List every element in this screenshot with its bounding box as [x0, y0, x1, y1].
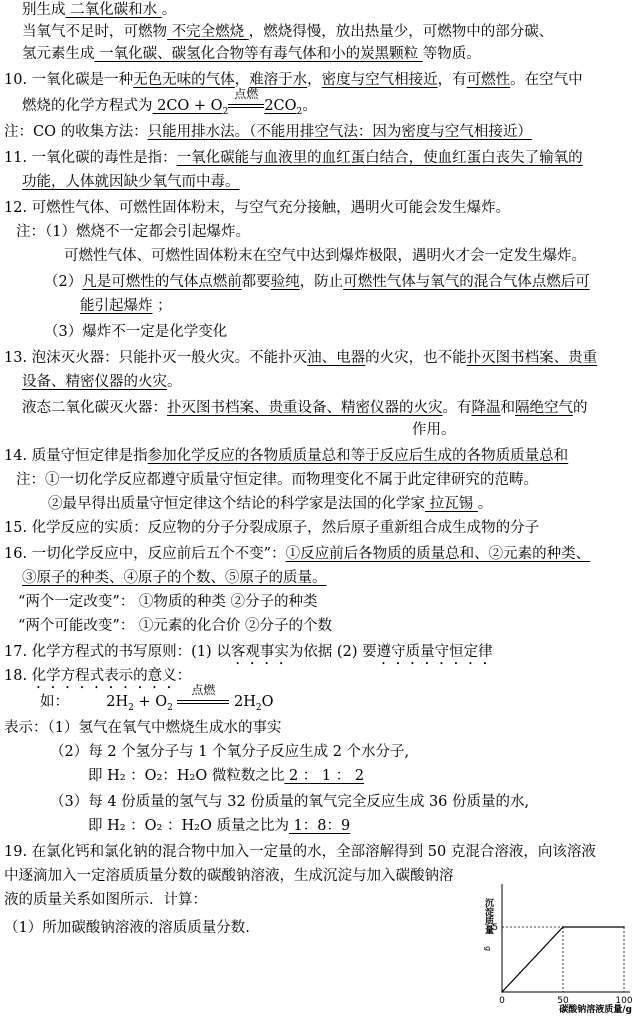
text-segment: 14. 质量守恒定律是指 — [4, 448, 148, 464]
answer-blank: 可燃性气体与氧气的混合气体点燃后可 — [343, 274, 590, 290]
line-8 — [22, 172, 240, 192]
text-segment: ，燃烧得慢，放出热量少，可燃物中的部分碳、 — [248, 24, 554, 40]
reaction-condition — [228, 87, 264, 116]
text-segment: 即 H₂ ：O₂ ：H₂O 质量之比为 — [88, 818, 289, 834]
subscript: 2 — [296, 106, 303, 117]
line-24 — [22, 568, 327, 588]
text-segment: 。 — [302, 98, 317, 114]
answer-blank: 功能，人体就因缺少氧气而中毒。 — [22, 174, 240, 190]
y-axis-unit: g — [483, 946, 493, 952]
text-segment: 注：CO 的收集方法： — [4, 124, 148, 140]
answer-blank: 密度与空气相接近 — [401, 124, 518, 140]
answer-blank: 油、电器 — [307, 350, 366, 366]
text-segment: ： — [176, 668, 192, 684]
equation-plus: + O — [133, 694, 168, 710]
answer-blank: 降温 — [471, 400, 501, 416]
answer-blank: 凡是可燃性的气体点燃前 — [82, 274, 242, 290]
line-16 — [22, 372, 182, 392]
subscript: 2 — [255, 702, 262, 713]
answer-blank: ③原子的种类、④原子的个数、⑤原子的质量。 — [22, 570, 327, 586]
answer-blank: 一氧化碳、碳氢化合物等有毒气体和小的炭黑颗粒 — [94, 46, 423, 62]
answer-blank: 可燃性 — [466, 72, 511, 88]
emphasis-text: 客观事实 — [230, 644, 289, 660]
line-30: 表示：（1）氢气在氧气中燃烧生成水的事实 — [4, 720, 282, 736]
line-32 — [88, 766, 364, 786]
answer-blank: 一氧化碳能与血液里的血红蛋白结合，使血红蛋白丧失了输氧的 — [176, 150, 583, 166]
line-19 — [4, 446, 568, 466]
y-axis-label: 沉淀质量 — [483, 898, 493, 934]
answer-blank: 不完全燃烧 — [167, 24, 249, 40]
line-7 — [4, 148, 583, 168]
line-29 — [40, 683, 274, 718]
line-11: 可燃性气体、可燃性固体粉末在空气中达到爆炸极限，遇明火才会一定发生爆炸。 — [64, 248, 586, 264]
equation-left: 2H — [106, 694, 129, 710]
answer-blank: 只能用排水法 — [147, 124, 235, 140]
line-21 — [48, 494, 492, 514]
line-2 — [22, 22, 553, 42]
text-segment: 如： — [40, 694, 69, 710]
data-point — [562, 926, 564, 928]
line-6 — [4, 122, 532, 142]
answer-blank: 隔绝空气 — [515, 400, 573, 416]
data-point — [623, 926, 625, 928]
answer-blank: 2 ： 1 ： 2 — [284, 768, 365, 784]
text-segment: ②最早得出质量守恒定律这个结论的科学家是法国的化学家 — [48, 496, 425, 512]
equation-right: 2H — [234, 694, 256, 710]
condition-label: 点燃 — [234, 87, 259, 101]
text-segment: 当氧气不足时，可燃物 — [22, 24, 167, 40]
line-38: （1）所加碳酸钠溶液的溶质质量分数. — [4, 920, 250, 936]
line-10: 注：（1）燃烧不一定都会引起爆炸。 — [16, 224, 250, 240]
line-1 — [22, 0, 176, 20]
x-tick-label: 100 — [615, 996, 633, 1006]
text-segment: 16. 一切化学反应中，反应前后五个不变”： — [4, 546, 286, 562]
equation-left: 2CO + O — [157, 98, 223, 114]
text-segment: 别生成 — [22, 2, 66, 18]
equals-bar — [228, 104, 264, 108]
answer-blank: 参加化学反应的各物质质量总和等于反应后生成的各物质质量总和 — [147, 448, 569, 464]
text-segment: ，防止 — [299, 274, 344, 290]
line-31: （2）每 2 个氢分子与 1 个氧分子反应生成 2 个水分子, — [50, 744, 410, 760]
text-segment: ， — [234, 72, 250, 88]
text-segment: 和 — [500, 400, 515, 416]
x-tick-label: 0 — [499, 996, 505, 1006]
text-segment: 。在空气中 — [510, 72, 583, 88]
answer-blank: 拉瓦锡 — [425, 496, 478, 512]
equation-right: O — [261, 694, 274, 710]
line-37: 液的质量关系如图所示．计算： — [4, 892, 207, 908]
chart-axes — [502, 884, 630, 992]
answer-blank: 难溶于水 — [249, 72, 308, 88]
text-segment: 的 — [573, 400, 588, 416]
line-4 — [4, 70, 583, 90]
text-segment: 。 — [167, 374, 182, 390]
text-segment: 。（不能用排空气法：因为 — [234, 124, 402, 140]
line-5 — [22, 87, 317, 122]
answer-blank: 能引起爆炸 — [80, 298, 153, 314]
line-22: 15. 化学反应的实质：反应物的分子分裂成原子，然后原子重新组合成生成物的分子 — [4, 520, 540, 536]
text-segment: 10. 一氧化碳是一种 — [4, 72, 134, 88]
line-17 — [22, 398, 588, 418]
line-36: 中逐滴加入一定溶质质量分数的碳酸钠溶液，生成沉淀与加入碳酸钠溶 — [4, 868, 454, 884]
text-segment: 液态二氧化碳灭火器： — [22, 400, 167, 416]
text-segment: 的火灾，也不能 — [365, 350, 467, 366]
text-segment: （2） — [44, 274, 83, 290]
line-35: 19. 在氯化钙和氯化钠的混合物中加入一定量的水，全部溶解得到 50 克混合溶液，向该溶液 — [4, 844, 596, 860]
line-12 — [44, 272, 590, 292]
text-segment: 13. 泡沫灭火器：只能扑灭一般火灾。不能扑灭 — [4, 350, 308, 366]
text-segment: 氢元素生成 — [22, 46, 95, 62]
answer-blank: 无色无味的气体 — [133, 72, 235, 88]
reaction-condition — [177, 683, 229, 712]
text-segment: 为依据 (2) 要 — [288, 644, 377, 660]
answer-blank: 密度与空气相接近 — [321, 72, 438, 88]
equals-bar — [177, 700, 229, 704]
equation — [153, 87, 303, 117]
text-segment: 燃烧的化学方程式为 — [22, 98, 153, 114]
text-segment: 。 — [161, 2, 177, 18]
precipitate-chart — [480, 880, 636, 1014]
line-20: 注：①一切化学反应都遵守质量守恒定律。而物理变化不属于此定律研究的范畴。 — [16, 472, 538, 488]
condition-label: 点燃 — [191, 683, 216, 697]
line-25: “两个一定改变”： ①物质的种类 ②分子的种类 — [18, 594, 318, 610]
answer-blank: 1：8：9 — [288, 818, 351, 834]
y-tick-label: 5 — [492, 923, 498, 933]
line-14: （3）爆炸不一定是化学变化 — [44, 324, 228, 340]
equation-right: 2CO — [264, 98, 297, 114]
text-segment: 都要 — [241, 274, 271, 290]
line-3 — [22, 44, 481, 64]
chart-text — [483, 897, 633, 1014]
x-tick-label: 50 — [557, 996, 569, 1006]
line-33: （3）每 4 份质量的氢气与 32 份质量的氧气完全反应生成 36 份质量的水, — [50, 794, 530, 810]
emphasis-text: 化学方程式表示的意义 — [31, 668, 177, 684]
answer-blank: 验纯 — [270, 274, 300, 290]
data-point — [501, 991, 503, 993]
text-segment: 18. — [4, 668, 32, 684]
text-segment: 17. 化学方程式的书写原则：(1) 以 — [4, 644, 231, 660]
answer-blank: 扑灭图书档案、贵重 — [466, 350, 598, 366]
line-9: 12. 可燃性气体、可燃性固体粉末，与空气充分接触，遇明火可能会发生爆炸。 — [4, 200, 511, 216]
text-segment: ； — [152, 298, 172, 314]
text-segment: ，有 — [437, 72, 467, 88]
line-28 — [4, 666, 191, 692]
answer-blank: 二氧化碳和水 — [65, 2, 162, 18]
line-27 — [4, 642, 493, 668]
line-23 — [4, 544, 590, 564]
line-13 — [80, 296, 172, 316]
answer-blank: 扑灭图书档案、贵重设备、精密仪器的火灾 — [167, 400, 443, 416]
line-18: 作用。 — [412, 422, 456, 438]
emphasis-text: 遵守质量守恒定律 — [376, 644, 493, 660]
text-segment: ， — [307, 72, 322, 88]
text-segment: 11. 一氧化碳的毒性是指： — [4, 150, 177, 166]
text-segment: 。有 — [442, 400, 472, 416]
line-26: “两个可能改变”： ①元素的化合价 ②分子的个数 — [18, 618, 333, 634]
answer-blank: ①反应前后各物质的质量总和、②元素的种类、 — [285, 546, 591, 562]
line-15 — [4, 348, 597, 368]
text-segment: 。 — [477, 496, 493, 512]
line-34 — [88, 816, 350, 836]
text-segment: 即 H₂ ：O₂：H₂O 微粒数之比 — [88, 768, 285, 784]
x-axis-label: 碳酸钠溶液质量/g — [559, 1005, 632, 1014]
text-segment: 等物质。 — [422, 46, 481, 62]
subscript: 2 — [128, 702, 134, 713]
subscript: 2 — [222, 106, 229, 117]
subscript: 2 — [167, 702, 173, 713]
answer-blank: 设备、精密仪器的火灾 — [22, 374, 167, 390]
text-segment: ） — [517, 124, 532, 140]
